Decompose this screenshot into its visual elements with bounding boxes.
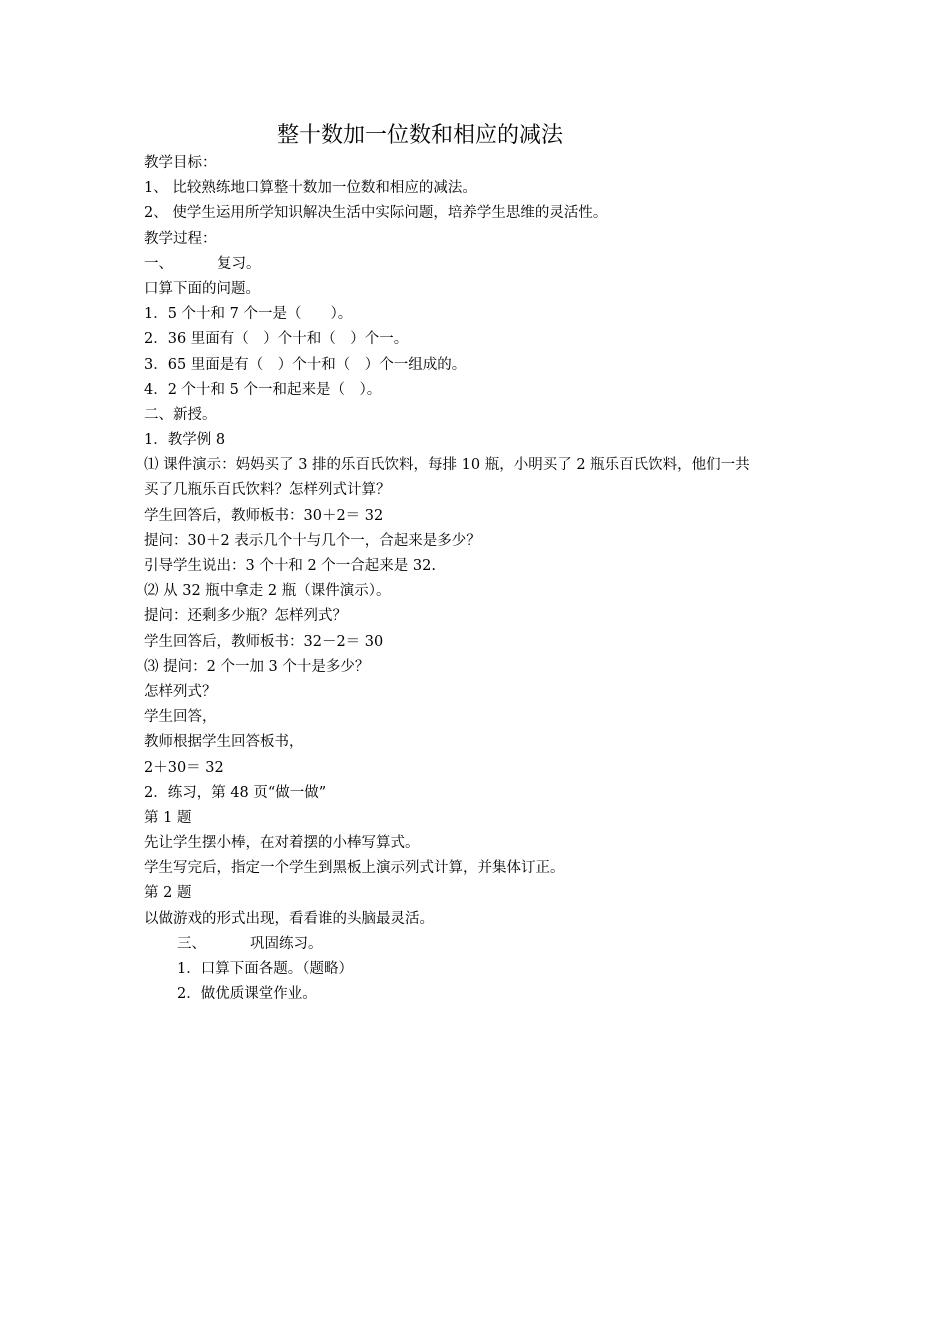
text-line bbox=[144, 957, 884, 982]
line-text: 第 1 题 bbox=[144, 809, 192, 826]
line-text: 二、新授。 bbox=[144, 406, 217, 423]
line-text: 2．练习，第 48 页“做一做” bbox=[144, 784, 327, 801]
text-line bbox=[144, 881, 884, 906]
text-line bbox=[144, 680, 884, 705]
line-text: 口算下面的问题。 bbox=[144, 280, 260, 297]
text-line bbox=[144, 982, 884, 1007]
text-line bbox=[144, 176, 884, 201]
line-text: 买了几瓶乐百氏饮料？怎样列式计算？ bbox=[144, 482, 391, 499]
text-line bbox=[144, 277, 884, 302]
line-text: 怎样列式？ bbox=[144, 683, 217, 700]
line-text: 1．5 个十和 7 个一是（ ）。 bbox=[144, 306, 353, 323]
line-text: 学生回答， bbox=[144, 709, 217, 726]
text-line bbox=[144, 227, 884, 252]
text-line bbox=[144, 504, 884, 529]
text-line bbox=[144, 655, 884, 680]
line-text: 学生写完后，指定一个学生到黑板上演示列式计算，并集体订正。 bbox=[144, 860, 565, 877]
text-line bbox=[144, 201, 884, 226]
line-text: 以做游戏的形式出现，看看谁的头脑最灵活。 bbox=[144, 910, 434, 927]
text-line bbox=[144, 252, 884, 277]
line-text: 教学过程： bbox=[144, 230, 217, 247]
line-text: 提问：30＋2 表示几个十与几个一，合起来是多少？ bbox=[144, 532, 481, 549]
text-line bbox=[144, 856, 884, 881]
text-line bbox=[144, 907, 884, 932]
text-line bbox=[144, 554, 884, 579]
line-text: 2＋30＝ 32 bbox=[144, 759, 224, 776]
text-line bbox=[144, 428, 884, 453]
section-number: 一、 bbox=[144, 255, 173, 272]
section-number: 三、 bbox=[177, 935, 206, 952]
line-text: 2．36 里面有（ ）个十和（ ）个一。 bbox=[144, 331, 409, 348]
text-line bbox=[144, 604, 884, 629]
text-line bbox=[144, 302, 884, 327]
line-text: ⑵ 从 32 瓶中拿走 2 瓶（课件演示）。 bbox=[144, 583, 391, 600]
line-text: 巩固练习。 bbox=[250, 935, 323, 952]
line-text: 2．做优质课堂作业。 bbox=[177, 986, 317, 1003]
line-text: 引导学生说出：3 个十和 2 个一合起来是 32. bbox=[144, 558, 436, 574]
line-text: ⑴ 课件演示：妈妈买了 3 排的乐百氏饮料，每排 10 瓶，小明买了 2 瓶乐百氏饮料，他们一共 bbox=[144, 457, 750, 474]
text-line bbox=[144, 705, 884, 730]
text-line bbox=[144, 378, 884, 403]
line-text: 学生回答后，教师板书：32－2＝ 30 bbox=[144, 633, 384, 650]
line-text: 1、 比较熟练地口算整十数加一位数和相应的减法。 bbox=[144, 180, 477, 197]
line-text: 2、 使学生运用所学知识解决生活中实际问题，培养学生思维的灵活性。 bbox=[144, 205, 608, 222]
line-text: 3．65 里面是有（ ）个十和（ ）个一组成的。 bbox=[144, 356, 467, 373]
line-text: 复习。 bbox=[217, 255, 261, 272]
text-line bbox=[144, 831, 884, 856]
line-text: 先让学生摆小棒，在对着摆的小棒写算式。 bbox=[144, 835, 420, 852]
text-line bbox=[144, 932, 884, 957]
line-text: 1．口算下面各题。（题略） bbox=[177, 961, 353, 977]
line-text: 4．2 个十和 5 个一和起来是（ ）。 bbox=[144, 381, 382, 398]
text-line bbox=[144, 756, 884, 781]
line-text: 教学目标： bbox=[144, 155, 217, 171]
text-line bbox=[144, 730, 884, 755]
text-line bbox=[144, 151, 884, 176]
line-text: 第 2 题 bbox=[144, 885, 192, 902]
text-line bbox=[144, 327, 884, 352]
text-line bbox=[144, 630, 884, 655]
text-line bbox=[144, 579, 884, 604]
text-line bbox=[144, 781, 884, 806]
line-text: ⑶ 提问：2 个一加 3 个十是多少？ bbox=[144, 658, 370, 675]
text-line bbox=[144, 453, 884, 478]
line-text: 提问：还剩多少瓶？怎样列式？ bbox=[144, 608, 347, 625]
document-body bbox=[144, 151, 884, 1007]
text-line bbox=[144, 478, 884, 503]
text-line bbox=[144, 403, 884, 428]
text-line bbox=[144, 806, 884, 831]
text-line bbox=[144, 353, 884, 378]
line-text: 教师根据学生回答板书， bbox=[144, 734, 304, 751]
text-line bbox=[144, 529, 884, 554]
line-text: 学生回答后，教师板书：30＋2＝ 32 bbox=[144, 507, 384, 524]
document-title: 整十数加一位数和相应的减法 bbox=[276, 123, 563, 148]
line-text: 1．教学例 8 bbox=[144, 432, 226, 449]
